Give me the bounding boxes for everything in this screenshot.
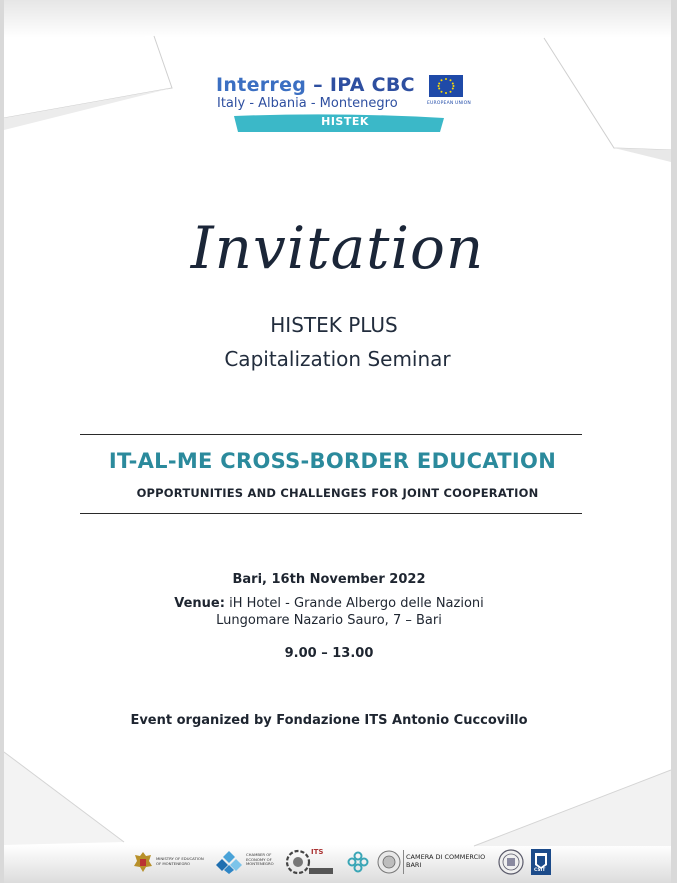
logo-countries: Italy - Albania - Montenegro: [217, 96, 398, 111]
footer-separator: [403, 850, 404, 874]
logo-ipa-text: – IPA CBC: [313, 74, 415, 96]
montenegro-coat-of-arms-icon: [132, 850, 154, 874]
venue-name: iH Hotel - Grande Albergo delle Nazioni: [224, 596, 484, 611]
event-address: Lungomare Nazario Sauro, 7 – Bari: [216, 613, 442, 628]
chamber-text-line3: MONTENEGRO: [246, 861, 274, 866]
csit-logo-text: CSIT: [534, 868, 546, 873]
its-foundation-icon: [285, 848, 335, 876]
event-type: Capitalization Seminar: [224, 347, 451, 371]
logo-project-name: HISTEK: [321, 115, 369, 128]
camera-text-line2: BARI: [406, 861, 422, 869]
university-seal-icon: [498, 849, 524, 875]
camera-commercio-seal-icon: [377, 850, 401, 874]
venue-label: Venue:: [174, 596, 225, 611]
invitation-heading: Invitation: [190, 214, 485, 282]
bottom-divider: [80, 513, 582, 514]
ministry-text-line2: OF MONTENEGRO: [156, 860, 191, 866]
camera-commercio-text: [406, 853, 485, 869]
ministry-logo-text: [156, 857, 204, 866]
invitation-page: [4, 0, 671, 883]
event-organizer: Event organized by Fondazione ITS Antonio Cuccovillo: [130, 713, 528, 728]
chamber-text-line1: CHAMBER OF: [246, 852, 272, 857]
logo-interreg-text: Interreg: [216, 74, 307, 96]
seminar-subtitle: OPPORTUNITIES AND CHALLENGES FOR JOINT COOPERATION: [136, 486, 539, 500]
interreg-logo: [216, 74, 474, 132]
program-name: HISTEK PLUS: [270, 313, 398, 337]
teal-flower-icon: [347, 851, 369, 873]
camera-text-line1: CAMERA DI COMMERCIO: [406, 853, 486, 861]
event-venue: [4, 596, 654, 611]
event-date: Bari, 16th November 2022: [232, 572, 426, 587]
event-time: 9.00 – 13.00: [284, 646, 374, 661]
top-divider: [80, 434, 582, 435]
logo-title: [216, 74, 415, 96]
ministry-text-line1: MINISTRY OF EDUCATION: [156, 856, 204, 861]
chamber-text-line2: ECONOMY OF: [246, 856, 272, 862]
eu-flag-icon: [429, 75, 463, 97]
chamber-of-economy-icon: [216, 850, 242, 874]
chamber-logo-text: [246, 853, 274, 867]
seminar-title: IT-AL-ME CROSS-BORDER EDUCATION: [108, 449, 557, 473]
its-logo-text: ITS: [311, 848, 324, 856]
decorative-paper-background: [4, 0, 671, 883]
eu-caption: EUROPEAN UNION: [427, 101, 471, 106]
